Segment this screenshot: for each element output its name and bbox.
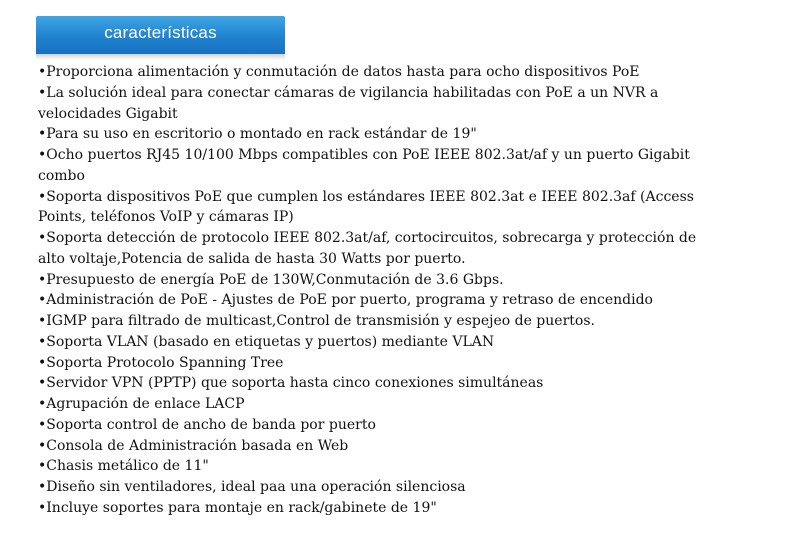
feature-item: • IGMP para filtrado de multicast,Control de transmisión y espejeo de puertos. (38, 311, 718, 332)
section-header-tab (36, 16, 285, 54)
feature-item: • Para su uso en escritorio o montado en rack estándar de 19" (38, 124, 718, 145)
feature-item: • Consola de Administración basada en Web (38, 436, 718, 457)
feature-item: • Proporciona alimentación y conmutación de datos hasta para ocho dispositivos PoE (38, 62, 718, 83)
feature-item: • Presupuesto de energía PoE de 130W,Conmutación de 3.6 Gbps. (38, 270, 718, 291)
feature-item: • La solución ideal para conectar cámaras de vigilancia habilitadas con PoE a un NVR a velocidades Gigabit (38, 83, 718, 125)
feature-item: • Agrupación de enlace LACP (38, 394, 718, 415)
feature-item: • Soporta control de ancho de banda por puerto (38, 415, 718, 436)
feature-item: • Soporta Protocolo Spanning Tree (38, 353, 718, 374)
feature-item: • Chasis metálico de 11" (38, 456, 718, 477)
feature-item: • Soporta detección de protocolo IEEE 802.3at/af, cortocircuitos, sobrecarga y protección de alto voltaje,Potencia de salida de hasta 30 Watts por puerto. (38, 228, 718, 270)
features-list (38, 62, 718, 519)
feature-item: • Incluye soportes para montaje en rack/gabinete de 19" (38, 498, 718, 519)
feature-item: • Administración de PoE - Ajustes de PoE por puerto, programa y retraso de encendido (38, 290, 718, 311)
feature-item: • Servidor VPN (PPTP) que soporta hasta cinco conexiones simultáneas (38, 373, 718, 394)
feature-item: • Ocho puertos RJ45 10/100 Mbps compatibles con PoE IEEE 802.3at/af y un puerto Gigabit combo (38, 145, 718, 187)
feature-item: • Diseño sin ventiladores, ideal paa una operación silenciosa (38, 477, 718, 498)
feature-item: • Soporta dispositivos PoE que cumplen los estándares IEEE 802.3at e IEEE 802.3af (Access Points, teléfonos VoIP y cámaras IP) (38, 187, 718, 229)
section-title: características (104, 23, 217, 42)
feature-item: • Soporta VLAN (basado en etiquetas y puertos) mediante VLAN (38, 332, 718, 353)
